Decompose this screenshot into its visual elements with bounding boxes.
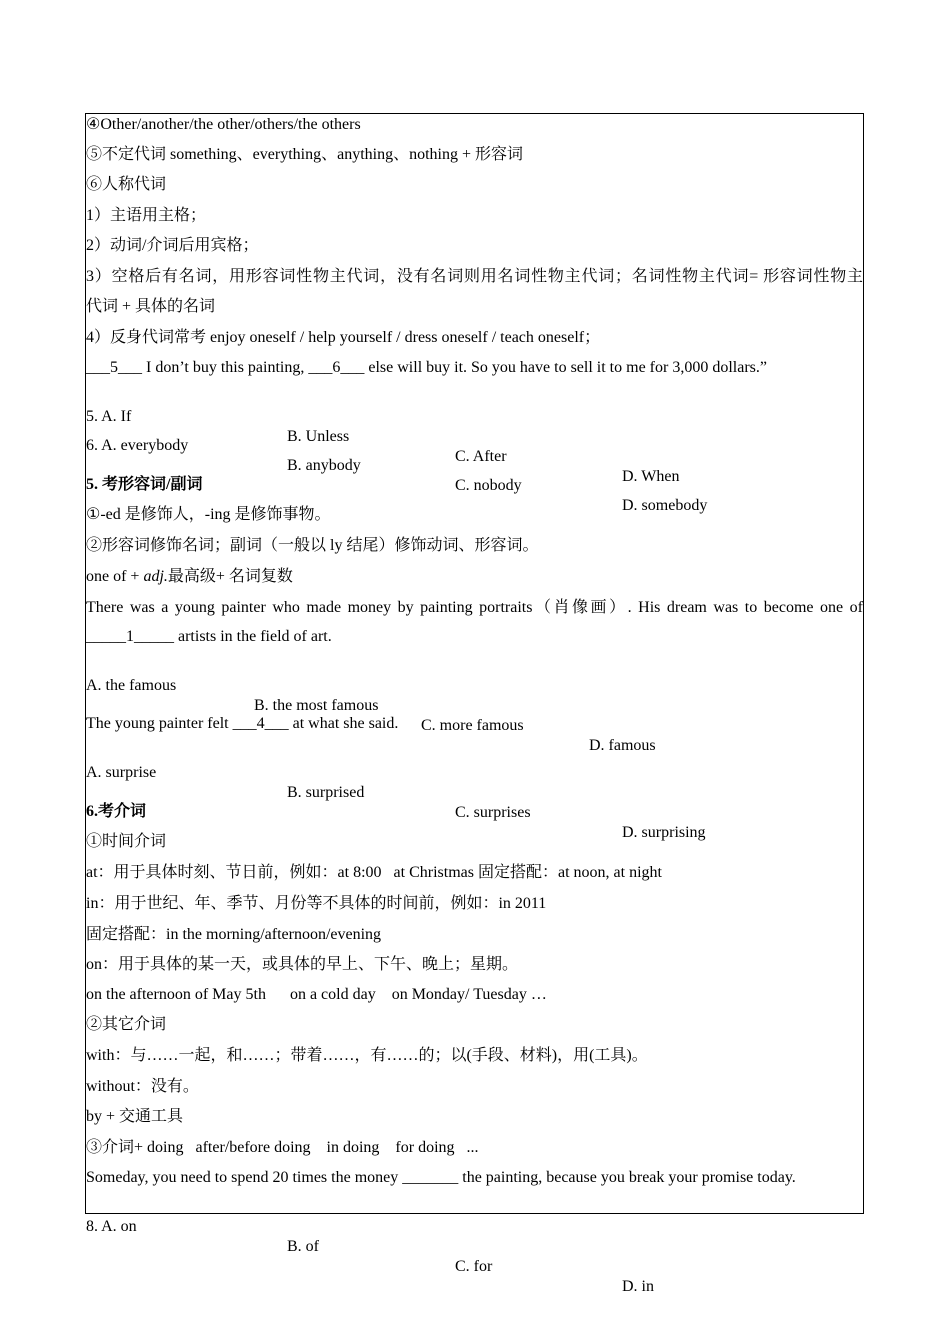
text-line: on the afternoon of May 5th on a cold day on Monday/ Tuesday … [86,986,547,1003]
text-line: with：与……一起，和……；带着……，有……的；以(手段、材料)，用(工具)。 [86,1047,648,1064]
option: C. After [455,448,507,465]
content-box [85,113,864,1295]
text-line: ①-ed 是修饰人，-ing 是修饰事物。 [86,506,331,523]
option: C. more famous [421,717,524,734]
section-heading: 6.考介词 [86,803,147,820]
text-line: ⑤不定代词 something、everything、anything、nothing + 形容词 [86,146,523,163]
text-line: by + 交通工具 [86,1108,184,1125]
question-stem: Someday, you need to spend 20 times the money _______ the painting, because you break your promise today. [86,1169,796,1186]
text-line: at：用于具体时刻、节日前，例如：at 8:00 at Christmas 固定搭配：at noon, at night [86,864,662,881]
text-line: ①时间介词 [86,833,167,850]
question-stem: _____1_____ artists in the field of art. [86,628,332,645]
option: C. nobody [455,477,522,494]
section-heading: 5. 考形容词/副词 [86,476,203,493]
option: B. the most famous [254,697,379,714]
text-line: one of + adj.最高级+ 名词复数 [86,568,293,585]
text-line: ④Other/another/the other/others/the others [86,116,361,133]
option: 6. A. everybody [86,437,189,454]
text-line: 固定搭配：in the morning/afternoon/evening [86,926,382,943]
option: D. When [622,468,680,485]
option: D. somebody [622,497,708,514]
text-line: ②形容词修饰名词；副词（一般以 ly 结尾）修饰动词、形容词。 [86,537,539,554]
option: C. surprises [455,804,531,821]
text-line: ⑥人称代词 [86,176,167,193]
text-line: 4）反身代词常考 enjoy oneself / help yourself / dress oneself / teach oneself； [86,329,601,346]
question-stem: The young painter felt ___4___ at what she said. [86,715,399,732]
text-line: ③介词+ doing after/before doing in doing for doing ... [86,1139,479,1156]
options-row-q8 [86,1197,863,1317]
text-line: in：用于世纪、年、季节、月份等不具体的时间前，例如：in 2011 [86,895,547,912]
text-line: on：用于具体的某一天，或具体的早上、下午、晚上；星期。 [86,956,519,973]
option: D. in [622,1278,654,1295]
option: B. of [287,1238,319,1255]
option: A. the famous [86,677,177,694]
option: B. surprised [287,784,365,801]
option: D. famous [589,737,656,754]
text-line: 3）空格后有名词，用形容词性物主代词，没有名词则用名词性物主代词；名词性物主代词= 形容词性物主 [86,268,863,285]
option: B. anybody [287,457,361,474]
text-line: 代词 + 具体的名词 [86,298,216,315]
option: C. for [455,1258,493,1275]
text-line: ②其它介词 [86,1016,167,1033]
option: D. surprising [622,824,706,841]
option: A. surprise [86,764,157,781]
option: B. Unless [287,428,350,445]
option: 5. A. If [86,408,132,425]
text-line: 1）主语用主格； [86,207,207,224]
text-line: without：没有。 [86,1078,199,1095]
question-stem: There was a young painter who made money by painting portraits（肖像画）. His dream was to become one of [86,599,863,616]
option: 8. A. on [86,1218,137,1235]
text-line: 2）动词/介词后用宾格； [86,237,259,254]
question-stem: ___5___ I don’t buy this painting, ___6___ else will buy it. So you have to sell it to me for 3,000 dollars.” [86,359,767,376]
